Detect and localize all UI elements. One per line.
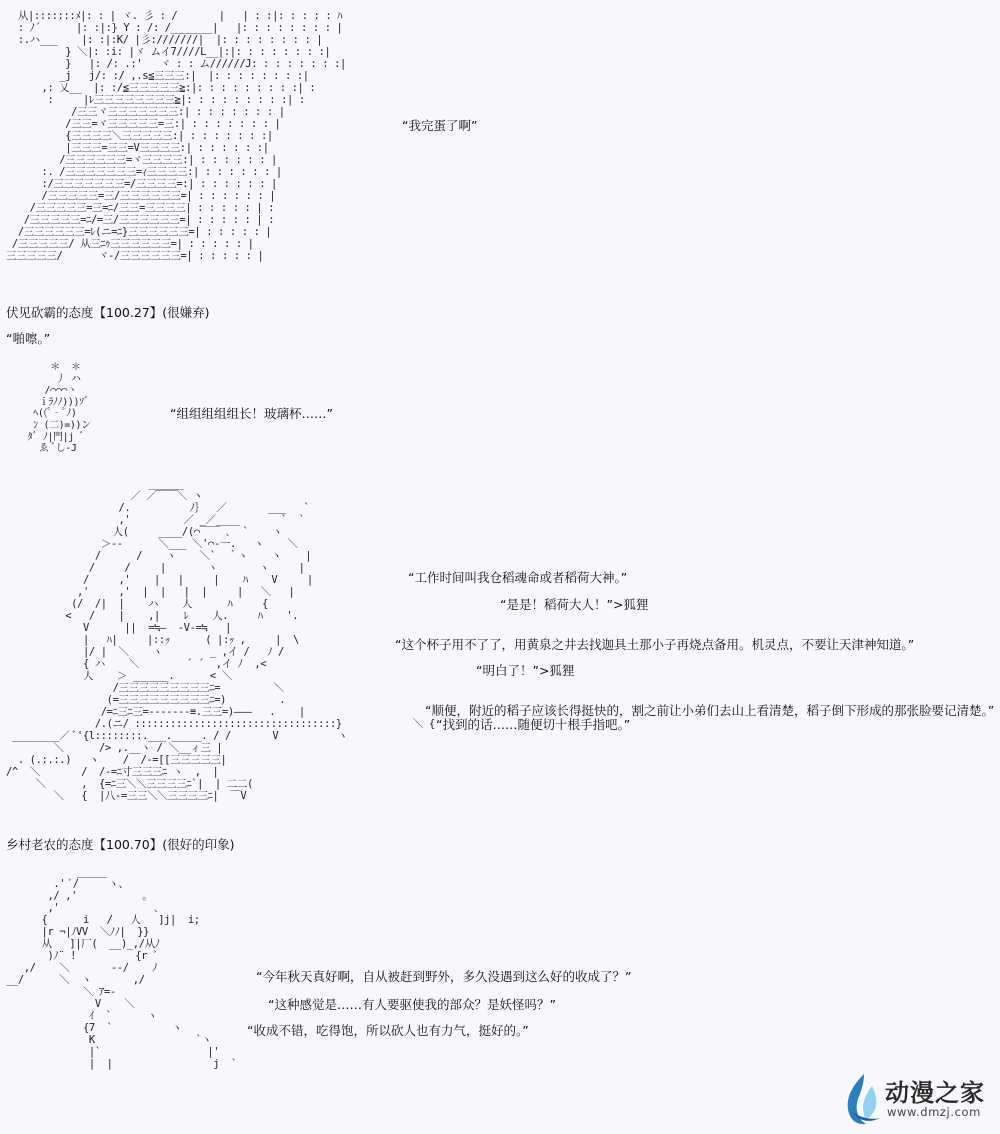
ascii-art-fox: ＊ ＊ 丿 ハ /⌒⌒⌒ヽ ｉﾗﾉﾉ)))ｿﾞ ﾍ((ﾟ‐ﾟﾉ) ﾝ (二)=))ン ﾀﾞ ﾉ|門|j ﾞ ゑ ﾞし-J (27, 362, 91, 455)
speech-line: “工作时间叫我仓稻魂命或者稻荷大神。” (408, 570, 628, 585)
speech-line: “今年秋天真好啊，自从被赶到野外，多久没遇到这么好的收成了？” (256, 969, 632, 984)
flame-leaf-logo-icon (842, 1072, 884, 1126)
site-watermark (842, 1072, 992, 1128)
speech-line: “这种感觉是……有人要驱使我的部众？是妖怪吗？” (268, 997, 556, 1012)
speech-line: “是是！稻荷大人！”>狐狸 (500, 597, 649, 612)
sound-effect-line: “啪嚓。” (6, 331, 51, 346)
speech-line: “我完蛋了啊” (402, 118, 478, 133)
speech-line: “明白了！”>狐狸 (476, 663, 575, 678)
ascii-art-character-1: 从|:::::::ﾒ|: : | ヾ. 彡 : / | | : :|: : : : : ﾊ : ﾉ´ |: :|:} Y : /: /_______| |: : : : : : : : | :.ハ___ |: :|:K/ |彡:///////| |: : : : : : : : | } ＼|: :i: |ヾ ムイ7////L__|:|: : : : : : : :| } |: /: .:' ヾ : : ム//////J: : : : : : : :| _j j/: :/ ,.s≦三三三:| |: : : : : : : :| ,: 乂__ |: :/≦三三三三三≧:|: : : : : : : : :| : : |ﾚ三三三三三三三三≧|: : : : : : : : :| : /三三ヾ三三三三三三三:| : : : : : : : | /三三=ヾ三三三三三=三:| : : : : : : : | {三三三三＼三三三三三:| : : : : : : :| |三三三=三三=V三三三三:| : : : : : :| /三三三三三三=ヾ三三三三:| : : : : : : | :. /三三三三三三三=ｨ三三三三:| : : : : : : | :/三三三三三三三=/三三三三=:| : : : : : : | /三三三三三=三/三三三三三三=| : : : : : : | /三三三三三=三=ﾆ/三三=三三三三| : : : : : | : /三三三三三=ﾆ/=三/三三三三三三=| : : : : : | : /三三三三三三=ﾚ(ニ=ﾆ}三三三三三三=| : : : : : | /三三三三三/ 从三ﾆｩ三三三三三三=| : : : : : | 三三三三三/ ヾ-/三三三三三三=| : : : : : | (6, 10, 346, 262)
speech-line: “找到的话……随便切十根手指吧。” (436, 717, 631, 732)
attitude-status: 伏见砍霸的态度【100.27】(很嫌弃) (6, 305, 210, 320)
watermark-name: 动漫之家 (885, 1079, 985, 1107)
speech-line: “组组组组组长！玻璃杯……” (170, 406, 333, 421)
watermark-url: www.dmzj.com (887, 1105, 981, 1119)
attitude-status: 乡村老农的态度【100.70】(很好的印象) (6, 837, 235, 852)
ascii-art-goddess: ______ ／ ／￣￣＼ ヽ /. ﾉ｝ ／ ___ ` ,' ／ _／____ ` ` 人( ____/(⌒￣￣ ､ ` ヽ ＞-‐ ＼___ ＼'⌒‐一. ヽ ＼ / / ヽ ＼` ｀ヽ ヽ | / / | ヽ ヽ | / ,' | | | ﾊ V | ,' ,' | | | | | ＼ | (/ /| | ハ 人 ﾊ { < / | ,| ﾚ 人. ﾊ '. V || =≒― ‐V‐=≒ | | ﾊ| |::ｯ ( |:ｯ , | \ |/ | ＼ ヽ _ ,イ / ﾉ / { ハ ＼ ´ ´ ,イ ﾉ ,< 人 ＞ ______. < ＼ /三三三三三三三三三ﾆ= ＼ (=三三三三三三三三三ﾆ=) . /=ﾆ三ﾆ三=‐‐‐‐‐‐‐≡.三三=)――― . | /.(ニ/ ::::::::::::::::::::::::::::::::::} ＼ { ________／ ﾞ'{l::::::::.___._____. / / V ヽ ＼ /> ,.__ヽ / ＼__ィ三 | . (.:.:.) ヽ / /-=[[三三三三三| /^ ＼ / /-=ﾆ寸三三三ﾆ ヽ , | ＼ , {=ﾆ三＼＼三三三三ﾆ`| | 二二( ＼ { |八-=三三＼＼三三三三ﾆ| ￣V (6, 478, 435, 802)
speech-line: “顺便，附近的稻子应该长得挺快的，割之前让小弟们去山上看清楚，稻子倒下形成的那张脸要记清楚。” (425, 703, 995, 718)
speech-line: “这个杯子用不了了，用黄泉之井去找迦具土那小子再烧点备用。机灵点，不要让天津神知道。” (395, 637, 915, 652)
speech-line: “收成不错，吃得饱，所以砍人也有力气，挺好的。” (247, 1023, 529, 1038)
ascii-art-farmer: _____ .' ﾞ/ ヽ、 ,/ ,' ｡ ,' ､ { i / 人 ]j| i; |r ¬|ﾉVV ＼ﾉﾉ| }} 从 ]|厂( __)_,/从ﾉ )ﾉ¨ ! {r ﾞ ,/ ＼ ‐-/ ﾉ __/ ＼ ヽ ,/ ＼ ｱ=- V ＼ ｲ ` ヽ {7 ` ヽ K `ヽ |` |' | | j ` (6, 866, 237, 1070)
